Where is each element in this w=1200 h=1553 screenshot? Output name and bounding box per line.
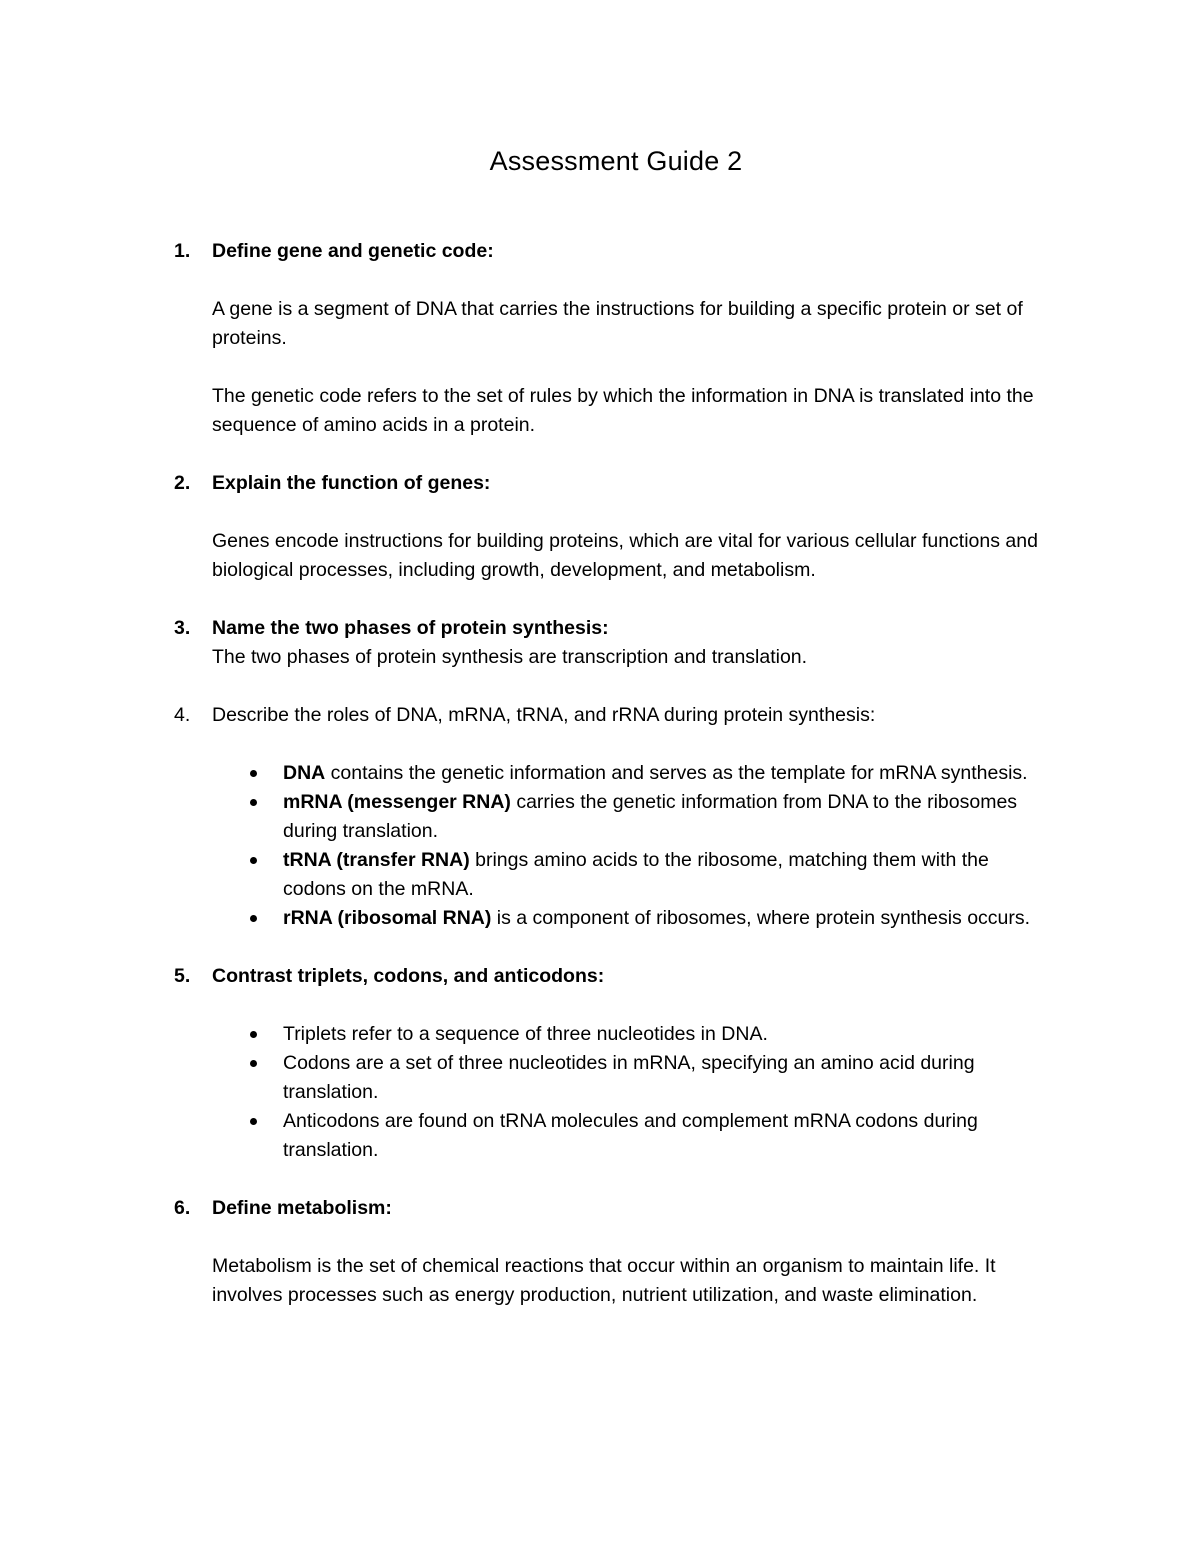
list-item-text: contains the genetic information and serves as the template for mRNA synthesis. [325,762,1028,784]
list-item-text: Codons are a set of three nucleotides in mRNA, specifying an amino acid during translation. [283,1052,975,1103]
list-item-term: DNA [283,762,326,784]
question-number: 1. [174,240,191,262]
contrast-list [0,1020,1200,1165]
document-body [0,237,1200,1310]
list-item [0,846,1200,904]
list-item-text: is a component of ribosomes, where protein synthesis occurs. [491,907,1031,929]
question-number: 2. [174,472,191,494]
question-2-heading [0,469,1200,498]
list-item [0,1020,1200,1049]
question-3-heading [0,614,1200,643]
question-heading: Define gene and genetic code: [212,240,494,262]
list-item-text: brings amino acids to the ribosome, matching them with the codons on the mRNA. [283,849,989,900]
bullet-icon [250,915,257,922]
bullet-icon [250,1060,257,1067]
question-5-heading [0,962,1200,991]
list-item [0,1049,1200,1107]
answer-paragraph: A gene is a segment of DNA that carries the instructions for building a specific protein or set of proteins. [212,298,1023,349]
list-item-text: Anticodons are found on tRNA molecules and complement mRNA codons during translation. [283,1110,978,1161]
page-title: Assessment Guide 2 [489,146,743,176]
list-item [0,788,1200,846]
list-item [0,759,1200,788]
question-6-heading [0,1194,1200,1223]
bullet-icon [250,1118,257,1125]
bullet-icon [250,799,257,806]
question-heading: Describe the roles of DNA, mRNA, tRNA, and rRNA during protein synthesis: [212,704,876,726]
roles-list [0,759,1200,933]
list-item-term: rRNA (ribosomal RNA) [283,907,492,929]
question-number: 3. [174,617,191,639]
list-item [0,1107,1200,1165]
bullet-icon [250,770,257,777]
list-item-term: tRNA (transfer RNA) [283,849,470,871]
bullet-icon [250,857,257,864]
question-number: 4. [174,704,191,726]
bullet-icon [250,1031,257,1038]
question-heading: Explain the function of genes: [212,472,491,494]
answer-paragraph: The genetic code refers to the set of rules by which the information in DNA is translated into the sequence of amino acids in a protein. [212,385,1034,436]
answer-paragraph: The two phases of protein synthesis are transcription and translation. [212,646,808,668]
question-1-heading [0,237,1200,266]
list-item-text: Triplets refer to a sequence of three nucleotides in DNA. [283,1023,768,1045]
list-item-text: carries the genetic information from DNA to the ribosomes during translation. [283,791,1018,842]
list-item-term: mRNA (messenger RNA) [283,791,511,813]
answer-paragraph: Metabolism is the set of chemical reactions that occur within an organism to maintain life. It involves processes such as energy production, nutrient utilization, and waste elimination. [212,1255,996,1306]
answer-paragraph: Genes encode instructions for building proteins, which are vital for various cellular functions and biological processes, including growth, development, and metabolism. [212,530,1038,581]
list-item [0,904,1200,933]
question-number: 5. [174,965,191,987]
question-heading: Name the two phases of protein synthesis: [212,617,609,639]
question-4-heading [0,701,1200,730]
question-heading: Contrast triplets, codons, and anticodons: [212,965,605,987]
question-heading: Define metabolism: [212,1197,392,1219]
question-number: 6. [174,1197,191,1219]
